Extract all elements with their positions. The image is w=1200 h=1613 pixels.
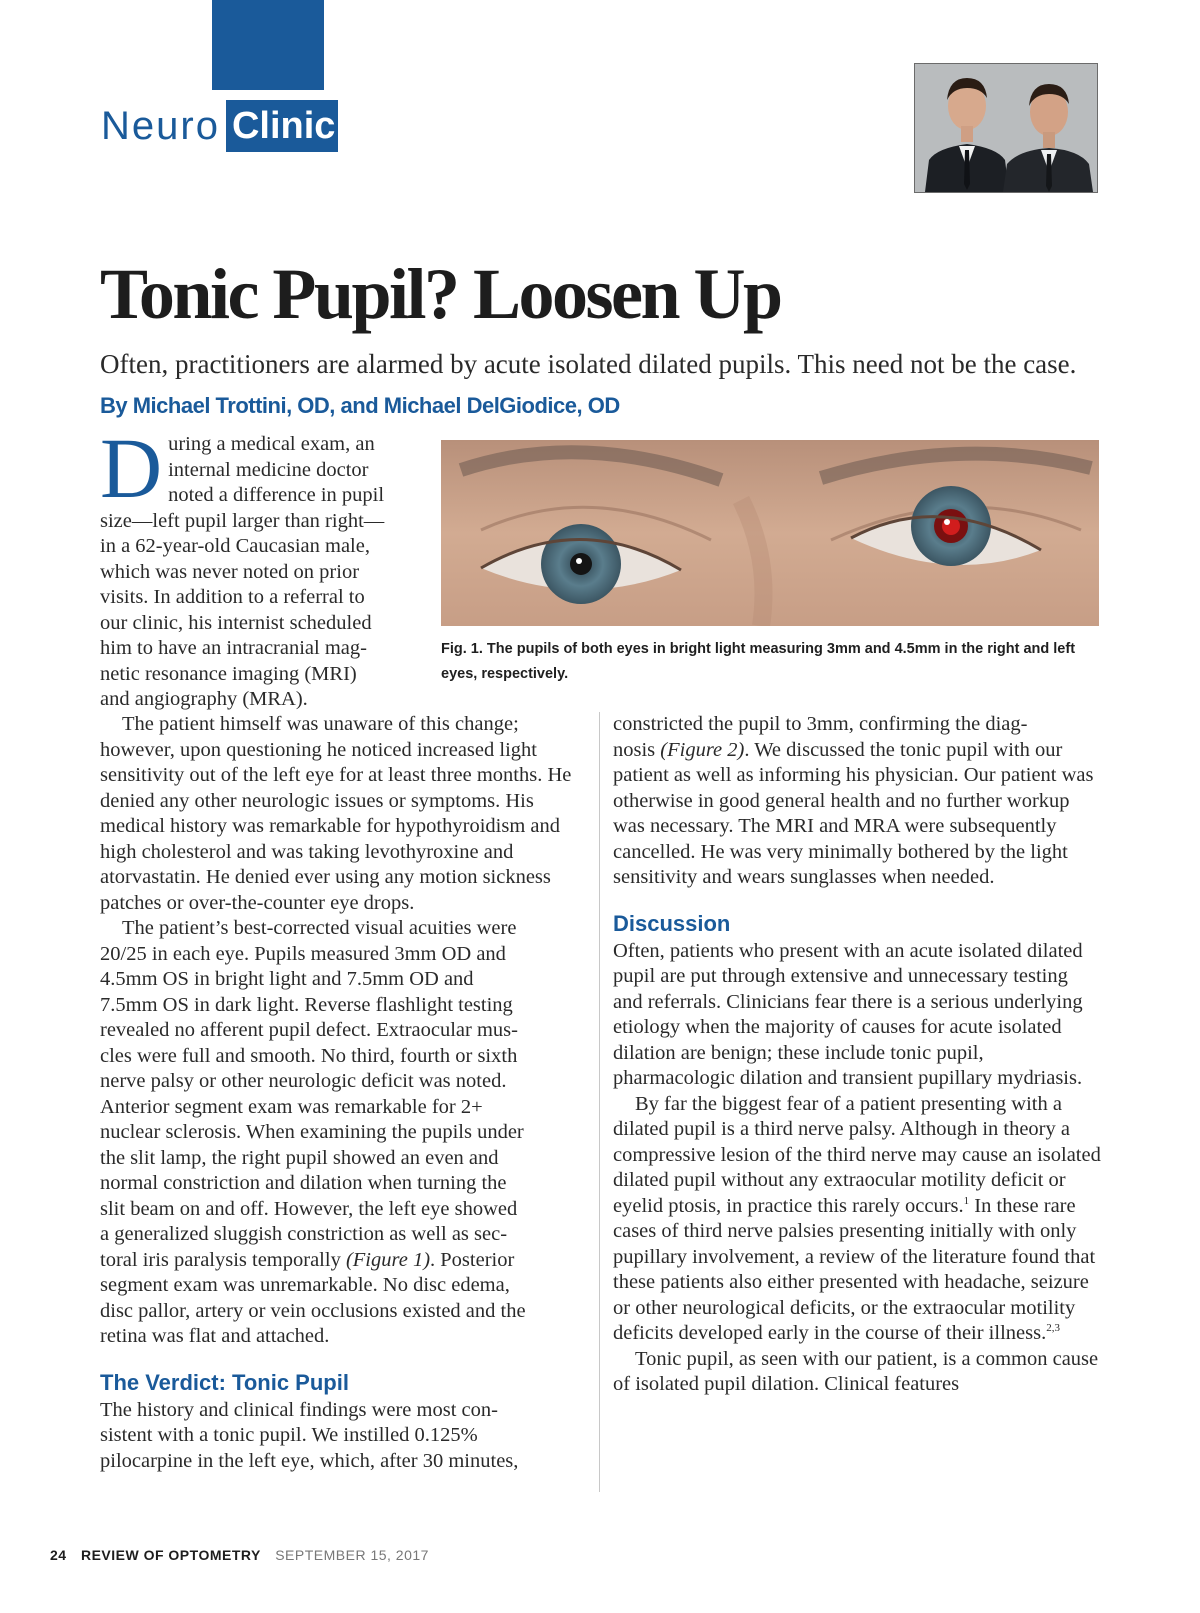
exam-line: 20/25 in each eye. Pupils measured 3mm OD and	[100, 942, 506, 965]
intro-line: our clinic, his internist scheduled	[100, 611, 372, 634]
text-run: In these rare cases of third nerve palsies presenting initially with only pupillary involvement, a review of the literature found that these patients also either presented with headache, seizure or other neurological deficits, or the extraocular motility deficits developed early in the course of their illness.	[613, 1194, 1096, 1344]
paragraph	[613, 712, 1101, 891]
exam-line: retina was flat and attached.	[100, 1325, 330, 1347]
exam-line: The patient’s best-corrected visual acuities were	[122, 917, 517, 939]
intro-paragraph	[100, 420, 430, 713]
text-run: nosis	[613, 738, 661, 761]
exam-line: nerve palsy or other neurologic deficit was noted.	[100, 1070, 507, 1092]
page-footer	[50, 1547, 429, 1563]
author-photo	[914, 63, 1098, 193]
verdict-line: The history and clinical findings were most con-	[100, 1398, 498, 1421]
paragraph	[613, 1092, 1101, 1347]
text-run: . We discussed the tonic pupil with our patient as well as informing his physician. Our patient was otherwise in good general health and no further workup was necessary. The MRI and MRA were subsequently cancelled. He was very minimally bothered by the light sensitivity and wears sunglasses when needed.	[613, 738, 1094, 888]
issue-date: SEPTEMBER 15, 2017	[275, 1547, 429, 1563]
magazine-name: REVIEW OF OPTOMETRY	[80, 1547, 261, 1563]
text-run: toral iris paralysis temporally	[100, 1248, 346, 1271]
exam-line: revealed no afferent pupil defect. Extraocular mus-	[100, 1019, 518, 1041]
intro-line: him to have an intracranial mag-	[100, 637, 367, 659]
exam-line: slit beam on and off. However, the left eye showed	[100, 1197, 518, 1220]
section-kicker	[101, 100, 338, 152]
figure-1-image	[441, 440, 1099, 626]
exam-paragraph	[100, 916, 580, 1350]
exam-line: 4.5mm OS in bright light and 7.5mm OD and	[100, 968, 474, 990]
intro-line: uring a medical exam, an	[168, 433, 375, 455]
page-number: 24	[50, 1547, 67, 1563]
verdict-line: pilocarpine in the left eye, which, after 30 minutes,	[100, 1449, 519, 1472]
exam-line: nuclear sclerosis. When examining the pupils under	[100, 1121, 524, 1143]
text-run: By far the biggest fear of a patient presenting with a dilated pupil is a third nerve palsy. Although in theory a compressive lesion of the third nerve may cause an isolated dilated pupil without any extraocular motility deficit or eyelid ptosis, in practice this rarely occurs.	[613, 1092, 1101, 1217]
header-color-tab	[212, 0, 324, 90]
text-run: . Posterior	[430, 1248, 515, 1271]
article-deck	[100, 344, 1110, 426]
exam-line: the slit lamp, the right pupil showed an even and	[100, 1146, 499, 1169]
exam-line: a generalized sluggish constriction as well as sec-	[100, 1223, 508, 1245]
left-column-lower	[100, 712, 580, 1474]
section-heading: The Verdict: Tonic Pupil	[100, 1369, 349, 1395]
drop-cap: D	[100, 420, 163, 516]
verdict-paragraph	[100, 1398, 580, 1475]
citation: 1	[963, 1194, 970, 1207]
exam-line: segment exam was unremarkable. No disc edema,	[100, 1274, 510, 1296]
figure-reference: (Figure 1)	[345, 1248, 431, 1271]
figure-1-caption: Fig. 1. The pupils of both eyes in bright light measuring 3mm and 4.5mm in the right and left eyes, respectively.	[441, 641, 1076, 682]
exam-line: cles were full and smooth. No third, fourth or sixth	[100, 1044, 518, 1067]
exam-line: disc pallor, artery or vein occlusions existed and the	[100, 1299, 526, 1322]
paragraph: Tonic pupil, as seen with our patient, is a common cause of isolated pupil dilation. Clinical features	[613, 1347, 1099, 1395]
verdict-line: sistent with a tonic pupil. We instilled 0.125%	[100, 1424, 478, 1446]
exam-line: 7.5mm OS in dark light. Reverse flashlight testing	[100, 993, 513, 1016]
column-divider	[599, 712, 600, 1492]
deck-text: Often, practitioners are alarmed by acute isolated dilated pupils. This need not be the case.	[100, 349, 1077, 379]
article-title: Tonic Pupil? Loosen Up	[100, 254, 781, 334]
intro-line: and angiography (MRA).	[100, 688, 308, 710]
byline: By Michael Trottini, OD, and Michael DelGiodice, OD	[100, 393, 620, 418]
exam-line: Anterior segment exam was remarkable for 2+	[100, 1095, 483, 1118]
intro-line: noted a difference in pupil	[168, 484, 385, 506]
exam-line	[100, 1249, 514, 1271]
intro-line: which was never noted on prior	[100, 560, 360, 583]
kicker-neuro: Neuro	[101, 104, 220, 148]
right-column	[613, 712, 1101, 1398]
intro-line: in a 62-year-old Caucasian male,	[100, 535, 370, 557]
exam-line: normal constriction and dilation when turning the	[100, 1172, 507, 1194]
intro-line: visits. In addition to a referral to	[100, 586, 365, 608]
paragraph: Often, patients who present with an acute isolated dilated pupil are put through extensive and unnecessary testing and referrals. Clinicians fear there is a serious underlying etiology when the majority of causes for acute isolated dilation are benign; these include tonic pupil, pharmacologic dilation and transient pupillary mydriasis.	[613, 939, 1083, 1089]
text-run: constricted the pupil to 3mm, confirming the diag-	[613, 713, 1028, 735]
figure-reference: (Figure 2)	[660, 738, 745, 761]
intro-line: netic resonance imaging (MRI)	[100, 662, 357, 685]
intro-line: size—left pupil larger than right—	[100, 509, 385, 532]
section-heading: Discussion	[613, 910, 731, 936]
paragraph: The patient himself was unaware of this change; however, upon questioning he noticed increased light sensitivity out of the left eye for at least three months. He denied any other neurologic issues or symptoms. His medical history was remarkable for hypothyroidism and high cholesterol and was taking levothyroxine and atorvastatin. He denied ever using any motion sickness patches or over-the-counter eye drops.	[100, 713, 572, 914]
citation: 2,3	[1046, 1322, 1060, 1335]
intro-line: internal medicine doctor	[168, 458, 369, 481]
kicker-clinic: Clinic	[226, 100, 338, 152]
